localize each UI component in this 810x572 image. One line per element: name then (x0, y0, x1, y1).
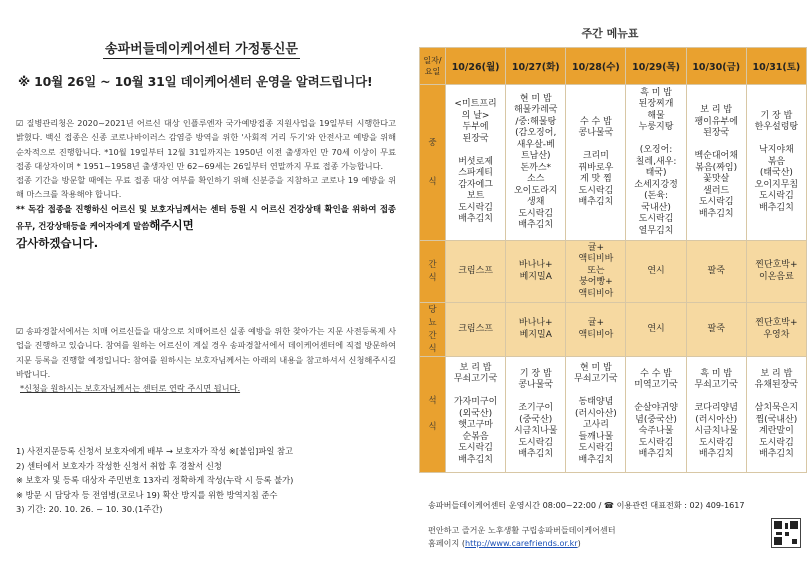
newsletter-headline: ※ 10월 26일 ~ 10월 31일 데이케어센터 운영을 알려드립니다! (18, 74, 373, 89)
day-header: 10/28(수) (566, 48, 626, 85)
menu-cell: 바나나+ 베지밀A (506, 303, 566, 357)
menu-cell: 크림스프 (446, 241, 506, 303)
menu-cell: 찐단호박+ 우영차 (746, 303, 806, 357)
menu-cell: 보 리 밥 유채된장국 삼치묵은지 찜(국내산) 계란말이 도시락김 배추김치 (746, 357, 806, 473)
day-header: 10/31(토) (746, 48, 806, 85)
row-label-snack: 간 식 (420, 241, 446, 303)
flu-vaccine-notice (16, 116, 396, 252)
qr-code-icon (771, 518, 801, 548)
menu-title: 주간 메뉴표 (581, 27, 639, 40)
day-header: 10/26(월) (446, 48, 506, 85)
menu-cell: 바나나+ 베지밀A (506, 241, 566, 303)
newsletter-title: 송파버들데이케어센터 가정통신문 (105, 42, 298, 57)
step-item: 3) 기간: 20. 10. 26. ~ 10. 30.(1주간) (16, 504, 163, 515)
menu-cell: 팔죽 (686, 303, 746, 357)
center-slogan: 편안하고 즐거운 노후생활 구립송파버들데이케어센터 (428, 525, 616, 535)
center-footer (428, 524, 616, 550)
menu-cell: 기 장 밥 한우설렁탕 낙지야채 볶음 (태국산) 오이지무침 도시락김 배추김치 (746, 85, 806, 241)
flu-vaccine-id-note: 접종 기간을 방문할 때에는 무료 접종 대상 여부를 확인하기 위해 신분증을 지참하고 코로나 19 예방을 위해 마스크를 착용해야 합니다. (16, 175, 396, 200)
newsletter-panel (0, 0, 403, 572)
step-item: ※ 보호자 및 등록 대상자 주민번호 13자리 정확하게 작성(누락 시 등록 불가) (16, 475, 294, 486)
menu-cell: 연시 (626, 241, 686, 303)
fingerprint-note: *신청을 원하시는 보호자님께서는 센터로 연락 주시면 됩니다. (20, 383, 241, 394)
menu-cell: 기 장 밥 콩나물국 조기구이 (중국산) 시금치나물 도시락김 배추김치 (506, 357, 566, 473)
step-item: ※ 방문 시 담당자 등 전염병(코로나 19) 확산 방지를 위한 방역지침 준수 (16, 489, 278, 500)
menu-cell: 수 수 밥 콩나물국 크리미 꿔바로우 게 맛 찜 도시락김 배추김치 (566, 85, 626, 241)
step-item: 2) 센터에서 보호자가 작성한 신청서 취합 후 경찰서 신청 (16, 460, 222, 471)
date-day-corner: 일자/ 요일 (420, 48, 446, 85)
flu-vaccine-paragraph: ☑ 질병관리청은 2020~2021년 어르신 대상 인플루엔자 국가예방접종 지원사업을 19일부터 시행한다고 밝혔다. 백신 접종은 신종 코로나바이러스 감염증 방역을 위한 '사회적 거리 두기'와 안전사고 예방을 위해 순차적으로 진행합니다. *10월 19일부터 12월 31일까지는 1950년 이전 출생자인 만 70세 이상이 무료 접종 대상자이며 * 1951~1958년 출생자인 만 62~69세는 26일부터 연말까지 무료 접종 가능합니다. (16, 118, 396, 171)
menu-cell: 팔죽 (686, 241, 746, 303)
flu-vaccine-request: ** 독감 접종을 진행하신 어르신 및 보호자님께서는 센터 등원 시 어르신 건강상태 확인을 위하여 접종유무, 건강상태등을 케어자에게 말씀해주시면 (16, 203, 396, 233)
operating-hours: 송파버들데이케어센터 운영시간 08:00~22:00 / ☎ 이용관련 대표전화 : 02) 409-1617 (428, 500, 745, 510)
snack-row (420, 241, 807, 303)
menu-cell: 보 리 밥 팽이유부에 된장국 벡순대어채 볶음(짜임) 꽃맛살 샐러드 도시락김 배추김치 (686, 85, 746, 241)
diabetic-snack-row (420, 303, 807, 357)
fingerprint-notice (16, 324, 396, 395)
menu-cell: 귤+ 액티비아 (566, 303, 626, 357)
step-item: 1) 사전지문등록 신청서 보호자에게 배부 → 보호자가 작성 ※[붙임]파일 참고 (16, 446, 294, 456)
menu-header-row (420, 48, 807, 85)
day-header: 10/29(목) (626, 48, 686, 85)
row-label-lunch: 중 식 (420, 85, 446, 241)
homepage-link[interactable]: http://www.carefriends.or.kr (465, 538, 578, 548)
menu-cell: 찐단호박+ 이온음료 (746, 241, 806, 303)
menu-cell: 연시 (626, 303, 686, 357)
weekly-menu-table (419, 47, 807, 473)
menu-panel (410, 0, 810, 572)
lunch-row (420, 85, 807, 241)
menu-cell: 귤+ 액티비바 또는 붕어빵+ 액티비아 (566, 241, 626, 303)
thanks-line: 감사하겠습니다. (16, 236, 99, 251)
dinner-row (420, 357, 807, 473)
menu-cell: 흑 미 밥 된장찌개 해물 누룽지탕 (오징어: 칠레,새우: 태국) 소세지강정 (돈육: 국내산) 도시락김 열무김치 (626, 85, 686, 241)
procedure-steps (16, 444, 401, 517)
menu-cell: 수 수 밥 미역고기국 순살야귀양 념(중국산) 숙주나물 도시락김 배추김치 (626, 357, 686, 473)
menu-cell: 보 리 밥 무쇠고기국 가자미구이 (외국산) 햇고구마 순볶음 도시락김 배추김치 (446, 357, 506, 473)
menu-cell: 크림스프 (446, 303, 506, 357)
fingerprint-paragraph: ☑ 송파경찰서에서는 치매 어르신들을 대상으로 치매어르신 실종 예방을 위한 찾아가는 지문 사전등록제 사업을 진행하고 있습니다. 참여를 원하는 어르신이 계실 경우 송파경찰서에서 데이케어센터에 직접 방문하여 지문 등록을 진행할 예정입니다: 참여를 원하시는 보호자님께서는 아래의 내용을 참고하셔서 신청해주시길 바랍니다. (16, 326, 396, 379)
day-header: 10/27(화) (506, 48, 566, 85)
row-label-dinner: 석 식 (420, 357, 446, 473)
day-header: 10/30(금) (686, 48, 746, 85)
menu-cell: <미트프리 의 날> 두부에 된장국 버섯로제 스파게티 감자에그 보트 도시락김 배추김치 (446, 85, 506, 241)
row-label-diabetic-snack: 당 뇨 간 식 (420, 303, 446, 357)
homepage-line: 홈페이지 (http://www.carefriends.or.kr) (428, 538, 581, 548)
menu-cell: 흑 미 밥 무쇠고기국 코다리양념 (러시아산) 시금치나물 도시락김 배추김치 (686, 357, 746, 473)
menu-cell: 현 미 밥 무쇠고기국 동태양념 (러시아산) 고사리 들깨나물 도시락김 배추김치 (566, 357, 626, 473)
menu-cell: 현 미 밥 해물카레국 /중:해물탕 (감오징어, 새우살-베 트남산) 돈까스* 소스 오이도라지 생채 도시락김 배추김치 (506, 85, 566, 241)
